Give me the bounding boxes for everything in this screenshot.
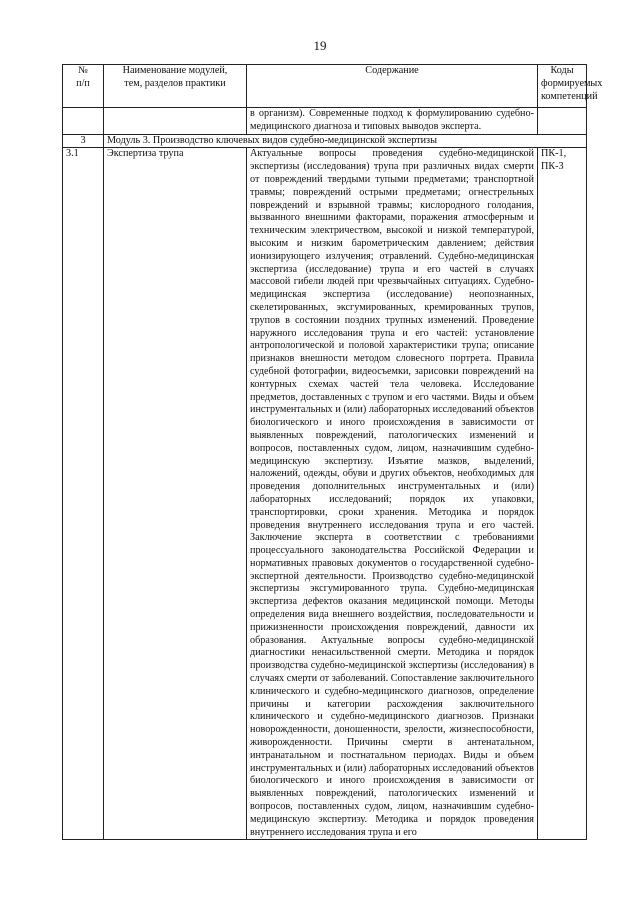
header-codes: Коды формируемых компетенций: [538, 65, 587, 108]
continuation-codes: [538, 108, 587, 135]
topic-num: 3.1: [63, 148, 104, 840]
module-row: [63, 134, 587, 148]
header-name: Наименование модулей, тем, разделов практики: [104, 65, 247, 108]
continuation-name: [104, 108, 247, 135]
header-content: Содержание: [247, 65, 538, 108]
continuation-content: в организм). Современные подход к формулированию судебно-медицинского диагноза и типовых выводов эксперта.: [247, 108, 538, 135]
module-num: 3: [63, 134, 104, 148]
topic-codes: ПК-1, ПК-3: [538, 148, 587, 840]
header-num: № п/п: [63, 65, 104, 108]
continuation-num: [63, 108, 104, 135]
topic-name: Экспертиза трупа: [104, 148, 247, 840]
continuation-row: [63, 108, 587, 135]
topic-content: Актуальные вопросы проведения судебно-медицинской экспертизы (исследования) трупа при различных видах смерти от повреждений твердыми тупыми предметами; транспортной травмы; повреждений острыми предметами; огнестрельных повреждений и взрывной травмы; кислородного голодания, вызванного внешними факторами, поражения атмосферным и техническим электричеством, высокой и низкой температурой, высоким и низким барометрическим давлением; действия ионизирующего излучения; отравлений. Судебно-медицинская экспертиза (исследование) трупа и его частей в случаях массовой гибели людей при чрезвычайных ситуациях. Судебно-медицинская экспертиза (исследование) неопознанных, скелетированных, эксгумированных, кремированных трупов, трупов в состоянии поздних трупных изменений. Проведение наружного исследования трупа и его частей: установление антропологической и половой характеристики трупа; описание признаков внешности методом словесного портрета. Правила судебной фотографии, видеосъемки, зарисовки повреждений на контурных схемах частей тела человека. Исследование предметов, доставленных с трупом и его частями. Виды и объем инструментальных и (или) лабораторных исследований объектов биологического и иного происхождения в зависимости от выявленных повреждений, патологических изменений и вопросов, поставленных судом, лицом, назначившим судебно-медицинскую экспертизу. Изъятие мазков, выделений, наложений, одежды, обуви и других объектов, необходимых для проведения дополнительных инструментальных и (или) лабораторных исследований; порядок их упаковки, транспортировки, сроки хранения. Методика и порядок проведения внутреннего исследования трупа и его частей. Заключение эксперта в соответствии с требованиями процессуального законодательства Российской Федерации и нормативных правовых документов о государственной судебно-экспертной деятельности. Производство судебно-медицинской экспертизы эксгумированного трупа. Судебно-медицинская экспертиза дефектов оказания медицинской помощи. Методы определения вида внешнего воздействия, последовательности и прижизненности происхождения повреждений, давности их образования. Актуальные вопросы судебно-медицинской диагностики ненасильственной смерти. Методика и порядок производства судебно-медицинской экспертизы (исследования) в случаях смерти от заболеваний. Сопоставление заключительного клинического и судебно-медицинского диагнозов, определение причины и категории расхождения заключительного клинического и судебно-медицинского диагнозов. Признаки новорожденности, доношенности, зрелости, жизнеспособности, живорожденности. Причины смерти в антенатальном, интранатальном и постнатальном периодах. Виды и объем инструментальных и (или) лабораторных исследований объектов биологического и иного происхождения в зависимости от выявленных повреждений, патологических изменений и вопросов, поставленных судом, лицом, назначившим судебно-медицинскую экспертизу. Методика и порядок проведения внутреннего исследования трупа и его: [247, 148, 538, 840]
table-header-row: [63, 65, 587, 108]
module-title: Модуль 3. Производство ключевых видов судебно-медицинской экспертизы: [104, 134, 587, 148]
syllabus-table: [62, 64, 603, 840]
page-number: 19: [313, 38, 327, 53]
topic-row: [63, 148, 587, 840]
